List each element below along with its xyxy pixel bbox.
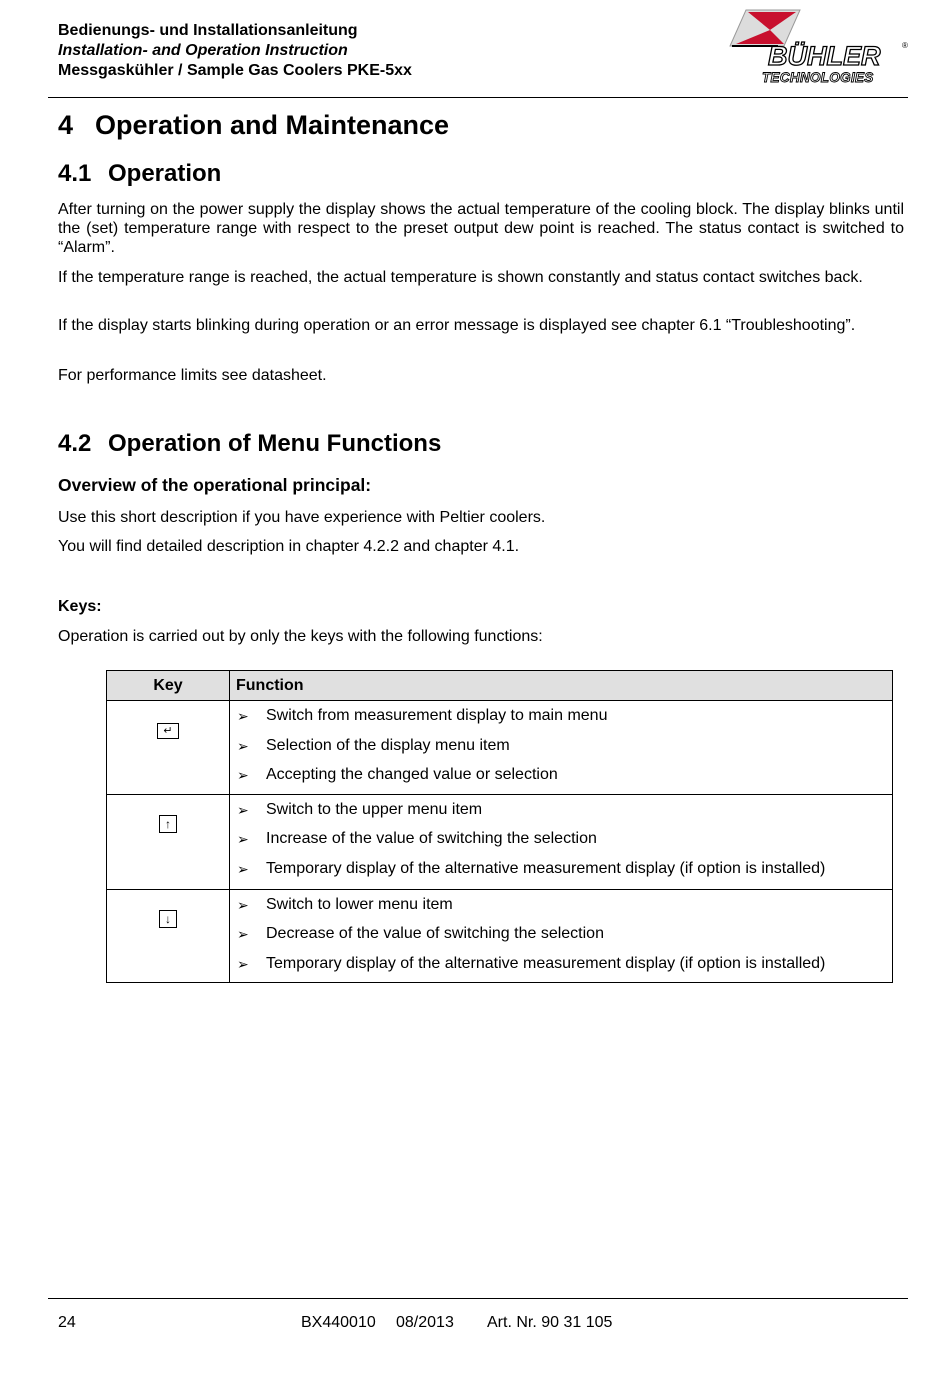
list-item: ➢ Switch from measurement display to main menu xyxy=(237,705,892,735)
bullet-arrow-icon: ➢ xyxy=(237,767,249,783)
key-cell xyxy=(107,794,230,889)
up-key-icon: ↑ xyxy=(159,815,177,833)
section-42-title: Operation of Menu Functions xyxy=(108,430,442,457)
overview-heading: Overview of the operational principal: xyxy=(58,475,372,495)
footer-rule xyxy=(48,1298,908,1299)
key-function-table xyxy=(106,670,893,983)
table-header-row xyxy=(107,671,893,701)
document-header xyxy=(58,21,412,81)
bullet-arrow-icon: ➢ xyxy=(237,860,249,877)
list-item: ➢ Temporary display of the alternative measurement display (if option is installed) xyxy=(237,953,892,983)
paragraph-performance: For performance limits see datasheet. xyxy=(58,367,327,384)
section-41-heading xyxy=(58,160,221,188)
section-4-number: 4 xyxy=(58,110,74,140)
page-number: 24 xyxy=(58,1314,76,1331)
paragraph-power-on: After turning on the power supply the display shows the actual temperature of the cooling block. The display blinks until the (set) temperature range with respect to the preset output dew point is reached. The status contact is switched to “Alarm”. xyxy=(58,201,904,256)
header-title-en: Installation- and Operation Instruction xyxy=(58,42,348,59)
bullet-arrow-icon: ➢ xyxy=(237,737,249,754)
document-number: BX440010 xyxy=(301,1314,376,1331)
section-42-heading xyxy=(58,430,441,458)
column-header-function: Function xyxy=(230,671,893,701)
section-42-number: 4.2 xyxy=(58,430,92,457)
header-product: Messgaskühler / Sample Gas Coolers PKE-5xx xyxy=(58,62,412,79)
list-item: ➢ Switch to the upper menu item xyxy=(237,799,892,829)
bullet-arrow-icon: ➢ xyxy=(237,896,249,913)
document-date: 08/2013 xyxy=(396,1314,454,1331)
section-4-heading xyxy=(58,110,449,141)
table-row-down xyxy=(107,889,893,983)
paragraph-range-reached: If the temperature range is reached, the actual temperature is shown constantly and status contact switches back. xyxy=(58,269,863,286)
function-cell xyxy=(230,794,893,889)
bullet-arrow-icon: ➢ xyxy=(237,926,249,942)
section-41-number: 4.1 xyxy=(58,160,92,187)
keys-heading: Keys: xyxy=(58,598,102,615)
function-cell xyxy=(230,889,893,983)
buehler-logo xyxy=(726,8,910,88)
bullet-arrow-icon: ➢ xyxy=(237,955,249,972)
paragraph-blinking: If the display starts blinking during operation or an error message is displayed see chapter 6.1 “Troubleshooting”. xyxy=(58,317,856,334)
section-41-title: Operation xyxy=(108,160,222,187)
article-number: Art. Nr. 90 31 105 xyxy=(487,1314,613,1331)
logo-word-technologies: TECHNOLOGIES xyxy=(762,70,874,85)
key-cell xyxy=(107,889,230,983)
section-4-title: Operation and Maintenance xyxy=(95,110,450,140)
function-cell xyxy=(230,701,893,795)
logo-word-buehler: BÜHLER xyxy=(768,41,881,71)
bullet-arrow-icon: ➢ xyxy=(237,831,249,847)
keys-intro: Operation is carried out by only the keys with the following functions: xyxy=(58,628,543,645)
list-item: ➢ Switch to lower menu item xyxy=(237,894,892,924)
list-item: ➢ Temporary display of the alternative measurement display (if option is installed) xyxy=(237,858,892,889)
down-key-icon: ↓ xyxy=(159,910,177,928)
list-item: ➢ Decrease of the value of switching the selection xyxy=(237,923,892,953)
list-item: ➢ Selection of the display menu item xyxy=(237,735,892,765)
header-rule xyxy=(48,97,908,98)
overview-paragraph-2: You will find detailed description in chapter 4.2.2 and chapter 4.1. xyxy=(58,538,520,555)
table-row-enter xyxy=(107,701,893,795)
key-cell xyxy=(107,701,230,795)
list-item: ➢ Increase of the value of switching the selection xyxy=(237,828,892,858)
bullet-arrow-icon: ➢ xyxy=(237,708,249,724)
enter-key-icon: ↵ xyxy=(157,723,179,739)
overview-paragraph-1: Use this short description if you have experience with Peltier coolers. xyxy=(58,509,546,526)
column-header-key: Key xyxy=(107,671,230,701)
table-row-up xyxy=(107,794,893,889)
logo-registered-mark: ® xyxy=(902,41,908,50)
list-item: ➢ Accepting the changed value or selection xyxy=(237,764,892,794)
header-title-de: Bedienungs- und Installationsanleitung xyxy=(58,22,358,39)
bullet-arrow-icon: ➢ xyxy=(237,801,249,818)
